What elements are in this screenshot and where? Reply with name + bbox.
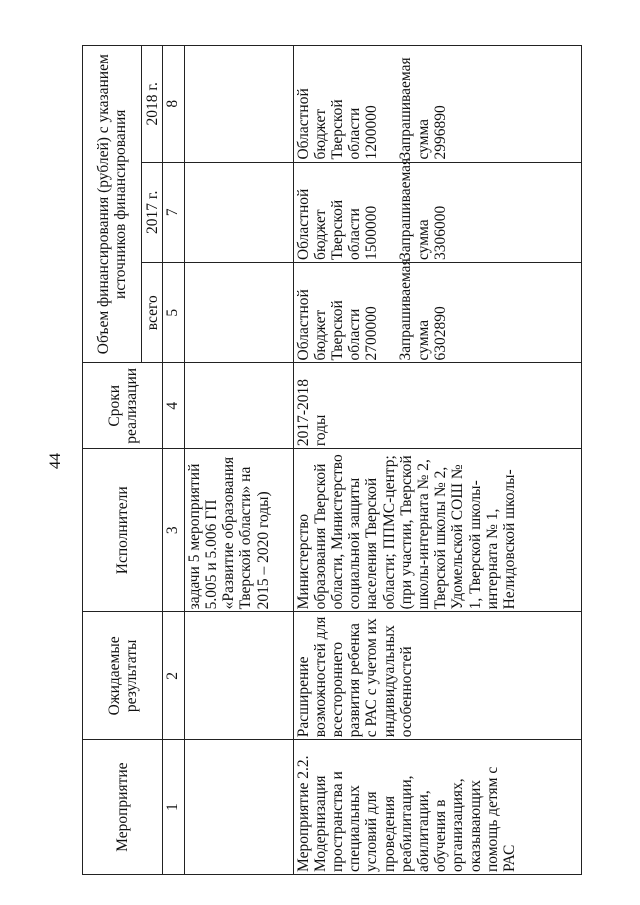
col-number-8: 8 — [163, 46, 184, 163]
col-number-1: 1 — [163, 740, 184, 875]
y2017-requested-amount: 3306000 — [431, 205, 449, 261]
header-term: Сроки реализации — [83, 363, 163, 449]
header-executors: Исполнители — [83, 449, 163, 612]
spacer — [380, 48, 397, 160]
y2018-amount: 1200000 — [363, 105, 381, 160]
prev-2018-cell — [184, 46, 293, 163]
col-number-2: 2 — [163, 612, 184, 740]
col-number-4: 4 — [163, 363, 184, 449]
prev-executors-cell: задачи 5 мероприятий 5.005 и 5.006 ГП «Развитие образования Тверской области» на 2015 – 2020 годы) — [184, 449, 293, 612]
rotated-table-container — [82, 45, 582, 875]
header-activity: Мероприятие — [83, 740, 163, 875]
executors-cell: Министерство образования Тверской области, Министерство социальной защиты населения Тверской области; ППМС-центр; (при участии, Тверской школы-интерната № 2, Тверской школы № 2, Удомельской СОШ № 1, Тверской школы-интерната № 1, Нелидовской школы- — [293, 449, 581, 612]
prev-total-cell — [184, 263, 293, 363]
col-number-3: 3 — [163, 449, 184, 612]
y2017-requested-label: Запрашиваемая сумма — [397, 157, 432, 261]
y2018-requested-label: Запрашиваемая сумма — [397, 57, 432, 160]
header-total: всего — [142, 263, 163, 363]
prev-activity-cell — [184, 740, 293, 875]
term-cell: 2017-2018 годы — [293, 363, 581, 449]
total-cell — [293, 258, 581, 363]
y2017-cell — [293, 157, 581, 262]
activity-cell: Мероприятие 2.2. Модернизация пространства и специальных условий для проведения реабилитации, абилитации, обучения в организациях, оказывающих помощь детям с РАС — [293, 740, 581, 875]
header-2017: 2017 г. — [142, 162, 163, 262]
total-requested-label: Запрашиваемая сумма — [397, 258, 432, 361]
total-source: Областной бюджет Тверской области — [294, 289, 364, 361]
header-results: Ожидаемые результаты — [83, 612, 163, 740]
col-number-5: 5 — [163, 263, 184, 363]
header-2018: 2018 г. — [142, 46, 163, 163]
prev-results-cell — [184, 612, 293, 740]
col-number-7: 7 — [163, 162, 184, 262]
spacer — [380, 165, 397, 260]
spacer — [380, 265, 397, 360]
total-requested-amount: 6302890 — [431, 306, 449, 361]
y2017-amount: 1500000 — [363, 205, 381, 261]
y2018-cell — [293, 46, 581, 163]
page-number: 44 — [47, 453, 64, 469]
results-cell: Расширение возможностей для всестороннего развития ребенка с РАС с учетом их индивидуальных особенностей — [293, 612, 581, 740]
y2018-requested-amount: 2996890 — [431, 105, 449, 160]
prev-term-cell — [184, 363, 293, 449]
funding-table — [82, 45, 582, 875]
y2018-source: Областной бюджет Тверской области — [294, 88, 364, 160]
header-funding: Объем финансирования (рублей) с указанием источников финансирования — [83, 46, 142, 363]
total-amount: 2700000 — [363, 306, 381, 361]
prev-2017-cell — [184, 162, 293, 262]
y2017-source: Областной бюджет Тверской области — [294, 188, 364, 261]
